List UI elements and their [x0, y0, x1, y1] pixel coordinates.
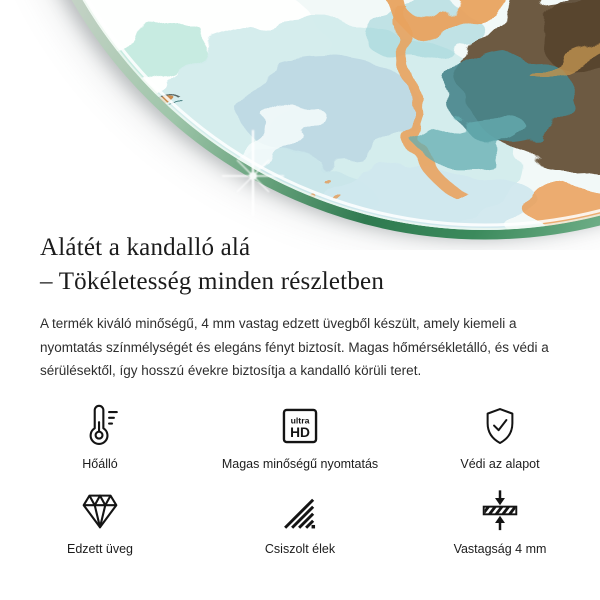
feature-label: Hőálló [82, 457, 118, 471]
diamond-icon [77, 481, 123, 533]
title-line-1: Alátét a kandalló alá [40, 234, 251, 261]
title-line-2: – Tökéletesség minden részletben [40, 268, 385, 295]
thermometer-icon [77, 396, 123, 448]
polished-edge-icon [279, 481, 321, 533]
feature-heat-resistant [0, 396, 200, 471]
feature-label: Vastagság 4 mm [453, 542, 547, 556]
ultra-hd-icon [278, 396, 322, 448]
feature-tempered-glass [0, 481, 200, 556]
shield-check-icon [478, 396, 522, 448]
feature-polished-edges [200, 481, 400, 556]
feature-thickness [400, 481, 600, 556]
features-grid [0, 396, 600, 556]
feature-label: Csiszolt élek [264, 542, 336, 556]
feature-label: Magas minőségű nyomtatás [221, 457, 379, 471]
product-photo [0, 0, 600, 250]
product-description: A termék kiváló minőségű, 4 mm vastag edzett üvegből készült, amely kiemeli a nyomtatás színmélységét és elegáns fényt biztosít. Magas hőmérsékletálló, és védi a sérülésektől, így hosszú évekre biztosítja a kandalló körüli teret. [40, 316, 549, 378]
svg-text:ultra: ultra [290, 415, 310, 426]
feature-label: Védi az alapot [460, 457, 540, 471]
svg-text:HD: HD [290, 425, 310, 440]
page-title [40, 231, 580, 299]
thickness-icon [477, 481, 523, 533]
feature-print-quality [200, 396, 400, 471]
feature-protects-base [400, 396, 600, 471]
feature-label: Edzett üveg [66, 542, 133, 556]
